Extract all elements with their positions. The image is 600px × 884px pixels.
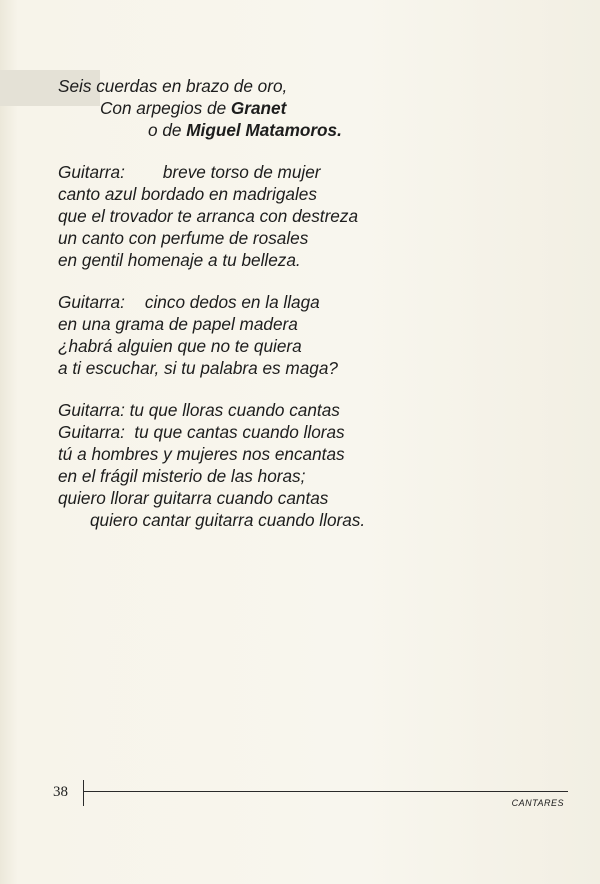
stanza-3 (58, 291, 578, 379)
page-footer (0, 778, 600, 818)
poem-line: o de Miguel Matamoros. (148, 120, 342, 140)
poem-line: en una grama de papel madera (58, 314, 298, 334)
poem-line: Guitarra: tu que cantas cuando lloras (58, 422, 345, 442)
stanza-2 (58, 161, 578, 271)
page-number: 38 (53, 784, 68, 800)
footer-divider-horizontal (83, 791, 568, 792)
poem-line: canto azul bordado en madrigales (58, 184, 317, 204)
poem-line: ¿habrá alguien que no te quiera (58, 336, 302, 356)
poem-line: Con arpegios de Granet (100, 98, 287, 118)
poem-line: Guitarra: cinco dedos en la llaga (58, 292, 320, 312)
stanza-4 (58, 399, 578, 531)
poem-line: Guitarra: tu que lloras cuando cantas (58, 400, 340, 420)
poem-line: tú a hombres y mujeres nos encantas (58, 444, 345, 464)
poem-line: quiero llorar guitarra cuando cantas (58, 488, 329, 508)
poem-line: a ti escuchar, si tu palabra es maga? (58, 358, 338, 378)
poem-line: Seis cuerdas en brazo de oro, (58, 76, 288, 96)
composer-name: Granet (230, 98, 287, 118)
stanza-1 (58, 75, 578, 141)
section-title: CANTARES (511, 798, 564, 808)
poem-line: que el trovador te arranca con destreza (58, 206, 359, 226)
poem-line: en gentil homenaje a tu belleza. (58, 250, 301, 270)
composer-name: Miguel Matamoros. (186, 120, 342, 140)
footer-divider-vertical (83, 780, 84, 806)
poem-line: en el frágil misterio de las horas; (58, 466, 306, 486)
poem-line: un canto con perfume de rosales (58, 228, 309, 248)
poem-line: quiero cantar guitarra cuando lloras. (90, 510, 366, 530)
poem (58, 75, 578, 551)
poem-line: Guitarra: breve torso de mujer (58, 162, 321, 182)
